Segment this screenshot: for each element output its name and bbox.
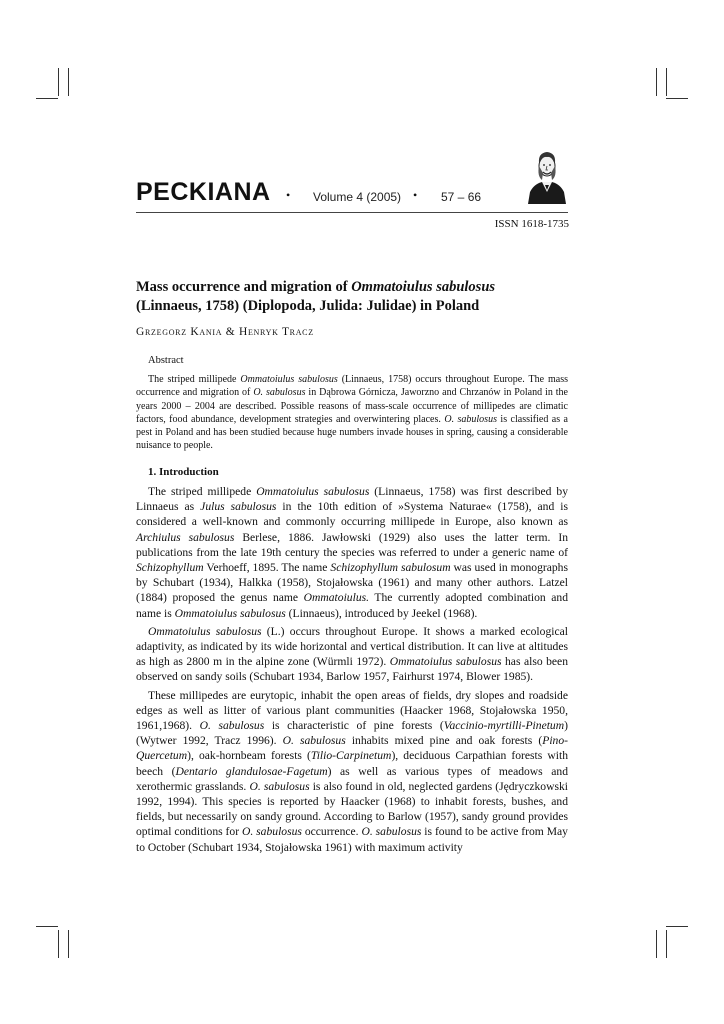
article-title: Mass occurrence and migration of Ommatoiulus sabulosus (Linnaeus, 1758) (Diplopoda, Julida: Julidae) in Poland (136, 279, 496, 314)
paragraph: Ommatoiulus sabulosus (L.) occurs throughout Europe. It shows a marked ecological adaptivity, as indicated by its wide horizontal and vertical distribution. It can live at altitudes as high as 2800 m in the alpine zone (Würmli 1972). Ommatoiulus sabulosus has also been observed on sandy soils (Schubart 1934, Barlow 1957, Fairhurst 1974, Blower 1985). (136, 624, 569, 684)
crop-mark (666, 930, 667, 958)
crop-mark (58, 930, 59, 958)
crop-mark (36, 98, 58, 99)
section-heading: 1. Introduction (148, 466, 219, 478)
journal-title: PECKIANA (136, 178, 271, 206)
page-range: 57 – 66 (441, 190, 482, 204)
header-rule (136, 212, 568, 213)
portrait-icon (524, 146, 570, 204)
crop-mark (68, 68, 69, 96)
introduction-body (136, 484, 568, 858)
crop-mark (656, 68, 657, 96)
crop-mark (68, 930, 69, 958)
abstract-heading: Abstract (148, 355, 184, 366)
issn: ISSN 1618-1735 (494, 218, 569, 230)
crop-mark (666, 926, 688, 927)
paragraph: These millipedes are eurytopic, inhabit the open areas of fields, dry slopes and roadside edges as well as litter of various plant communities (Haacker 1968, Stojałowska 1950, 1961,1968). O. sabulosus is characteristic of pine forests (Vaccinio-myrtilli-Pinetum) (Wytwer 1992, Tracz 1996). O. sabulosus inhabits mixed pine and oak forests (Pino-Quercetum), oak-hornbeam forests (Tilio-Carpinetum), deciduous Carpathian forests with beech (Dentario glandulosae-Fagetum) as well as various types of meadows and xerothermic grasslands. O. sabulosus is also found in old, neglected gardens (Jędryczkowski 1992, 1994). This species is reported by Haacker (1968) to inhabit forests, bushes, and fields, but necessarily on sandy ground. According to Barlow (1957), sandy ground provides optimal conditions for O. sabulosus occurrence. O. sabulosus is found to be active from May to October (Schubart 1934, Stojałowska 1961) with maximum activity (136, 688, 569, 854)
crop-mark (58, 68, 59, 96)
separator-bullet: • (286, 188, 291, 202)
crop-mark (666, 68, 667, 96)
crop-mark (36, 926, 58, 927)
separator-bullet: • (413, 188, 418, 202)
crop-mark (656, 930, 657, 958)
article-authors: Grzegorz Kania & Henryk Tracz (136, 326, 314, 338)
crop-mark (666, 98, 688, 99)
abstract-text: The striped millipede Ommatoiulus sabulosus (Linnaeus, 1758) occurs throughout Europe. The mass occurrence and migration of O. sabulosus in Dąbrowa Górnicza, Jaworzno and Chrzanów in Poland in the years 2000 – 2004 are described. Possible reasons of mass-scale occurrence of millipedes are climatic factors, food abundance, development strategies and overwintering places. O. sabulosus is classified as a pest in Poland and has been studied because huge numbers invade houses in spring, causing a considerable nuisance to people. (136, 374, 568, 452)
volume-info: Volume 4 (2005) (313, 190, 402, 204)
paragraph: The striped millipede Ommatoiulus sabulosus (Linnaeus, 1758) was first described by Linnaeus as Julus sabulosus in the 10th edition of »Systema Naturae« (1758), and is considered a well-known and commonly occurring millipede in Europe, also known as Archiulus sabulosus Berlese, 1886. Jawłowski (1929) also uses the latter term. In publications from the late 19th century the species was referred to under a generic name of Schizophyllum Verhoeff, 1895. The name Schizophyllum sabulosum was used in monographs by Schubart (1934), Halkka (1958), Stojałowska (1961) and many other authors. Latzel (1884) proposed the genus name Ommatoiulus. The currently adopted combination and name is Ommatoiulus sabulosus (Linnaeus), introduced by Jeekel (1968). (136, 485, 569, 620)
